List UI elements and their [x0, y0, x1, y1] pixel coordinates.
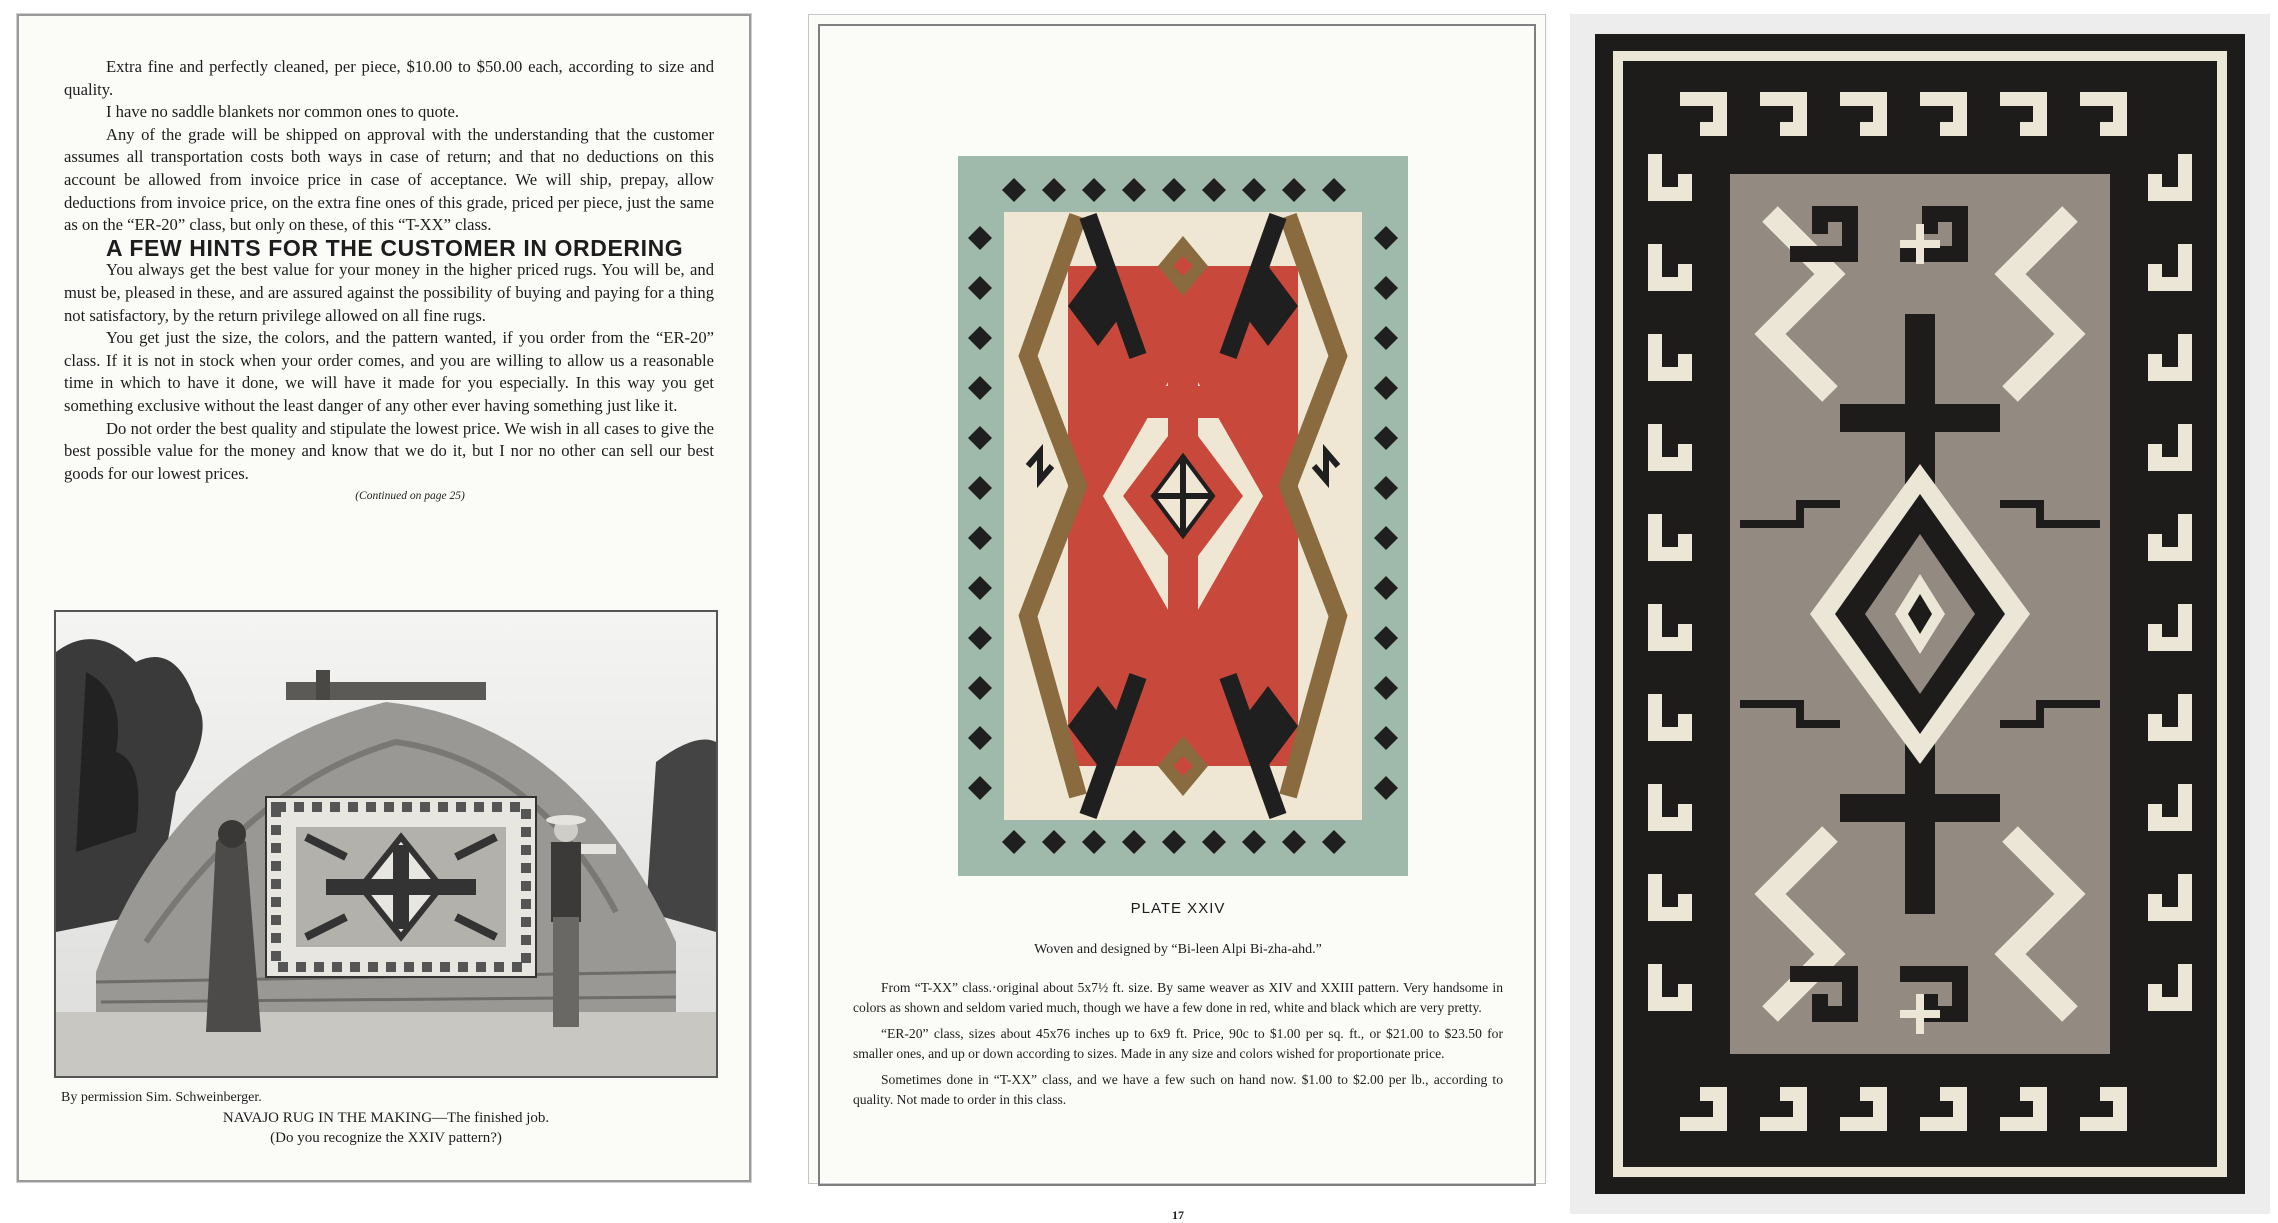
photo-illustration — [56, 612, 716, 1076]
navajo-rug-photo — [1570, 14, 2270, 1214]
plate-weaver-credit: Woven and designed by “Bi-leen Alpi Bi-zha-ahd.” — [1034, 942, 1322, 957]
photo-credit: By permission Sim. Schweinberger. — [61, 1090, 262, 1105]
plate-xxiv-rug-image — [958, 156, 1408, 876]
section-heading: A FEW HINTS FOR THE CUSTOMER IN ORDERING — [106, 234, 684, 261]
plate-description — [853, 978, 1503, 1116]
paragraph-size-colors: You get just the size, the colors, and the pattern wanted, if you order from the “ER-20” class. If it is not in stock when your order comes, and you are willing to allow us a reasonable time in which to have it done, we will have it made for you especially. In this way you get something exclusive without the least danger of any other ever having something just like it. — [64, 328, 714, 415]
rug-illustration-color — [958, 156, 1408, 876]
photo-caption-question: (Do you recognize the XXIV pattern?) — [270, 1130, 502, 1146]
paragraph-price: Extra fine and perfectly cleaned, per piece, $10.00 to $50.00 each, according to size and quality. — [64, 57, 714, 99]
page-number: 17 — [1172, 1208, 1184, 1222]
paragraph-approval: Any of the grade will be shipped on approval with the understanding that the customer assumes all transportation costs both ways in case of return; and that no deductions on this account be allowed from invoice price in case of acceptance. We will ship, prepay, allow deductions from invoice price, on the extra fine ones of this grade, priced per piece, just the same as on the “ER-20” class, but only on these, of this “T-XX” class. — [64, 124, 714, 235]
paragraph-saddle: I have no saddle blankets nor common ones to quote. — [106, 102, 459, 122]
paragraph-quality: Do not order the best quality and stipulate the lowest price. We wish in all cases to give the best possible value for the money and know that we do it, but I nor no other can sell our best goods for our lowest prices. — [64, 418, 714, 483]
plate-paragraph-txx: From “T-XX” class.·original about 5x7½ ft. size. By same weaver as XIV and XXIII pattern. Very handsome in colors as shown and seldom varied much, though we have a few done in red, white and black which are very pretty. — [853, 980, 1503, 1015]
plate-paragraph-sometimes: Sometimes done in “T-XX” class, and we have a few such on hand now. $1.00 to $2.00 per lb., according to quality. Not made to order in this class. — [853, 1072, 1503, 1107]
catalog-page-left — [17, 14, 751, 1182]
catalog-page-plate — [808, 14, 1548, 1222]
rug-illustration-bw — [1570, 14, 2270, 1214]
paragraph-best-value: You always get the best value for your money in the higher priced rugs. You will be, and must be, pleased in these, and are assured against the possibility of buying and paying for a thing not satisfactory, by the return privilege allowed on all fine rugs. — [64, 260, 714, 325]
left-page-text — [64, 56, 714, 508]
photo-navajo-rug-making — [54, 610, 718, 1078]
plate-paragraph-er20: “ER-20” class, sizes about 45x76 inches up to 6x9 ft. Price, 90c to $1.00 per sq. ft., or $21.00 to $23.50 for smaller ones, and up or down according to sizes. Made in any size and colors wished for proportionate price. — [853, 1026, 1503, 1061]
plate-title: PLATE XXIV — [1130, 900, 1226, 917]
photo-caption-title: NAVAJO RUG IN THE MAKING—The finished job. — [222, 1110, 550, 1126]
continued-note: (Continued on page 25) — [355, 490, 465, 503]
